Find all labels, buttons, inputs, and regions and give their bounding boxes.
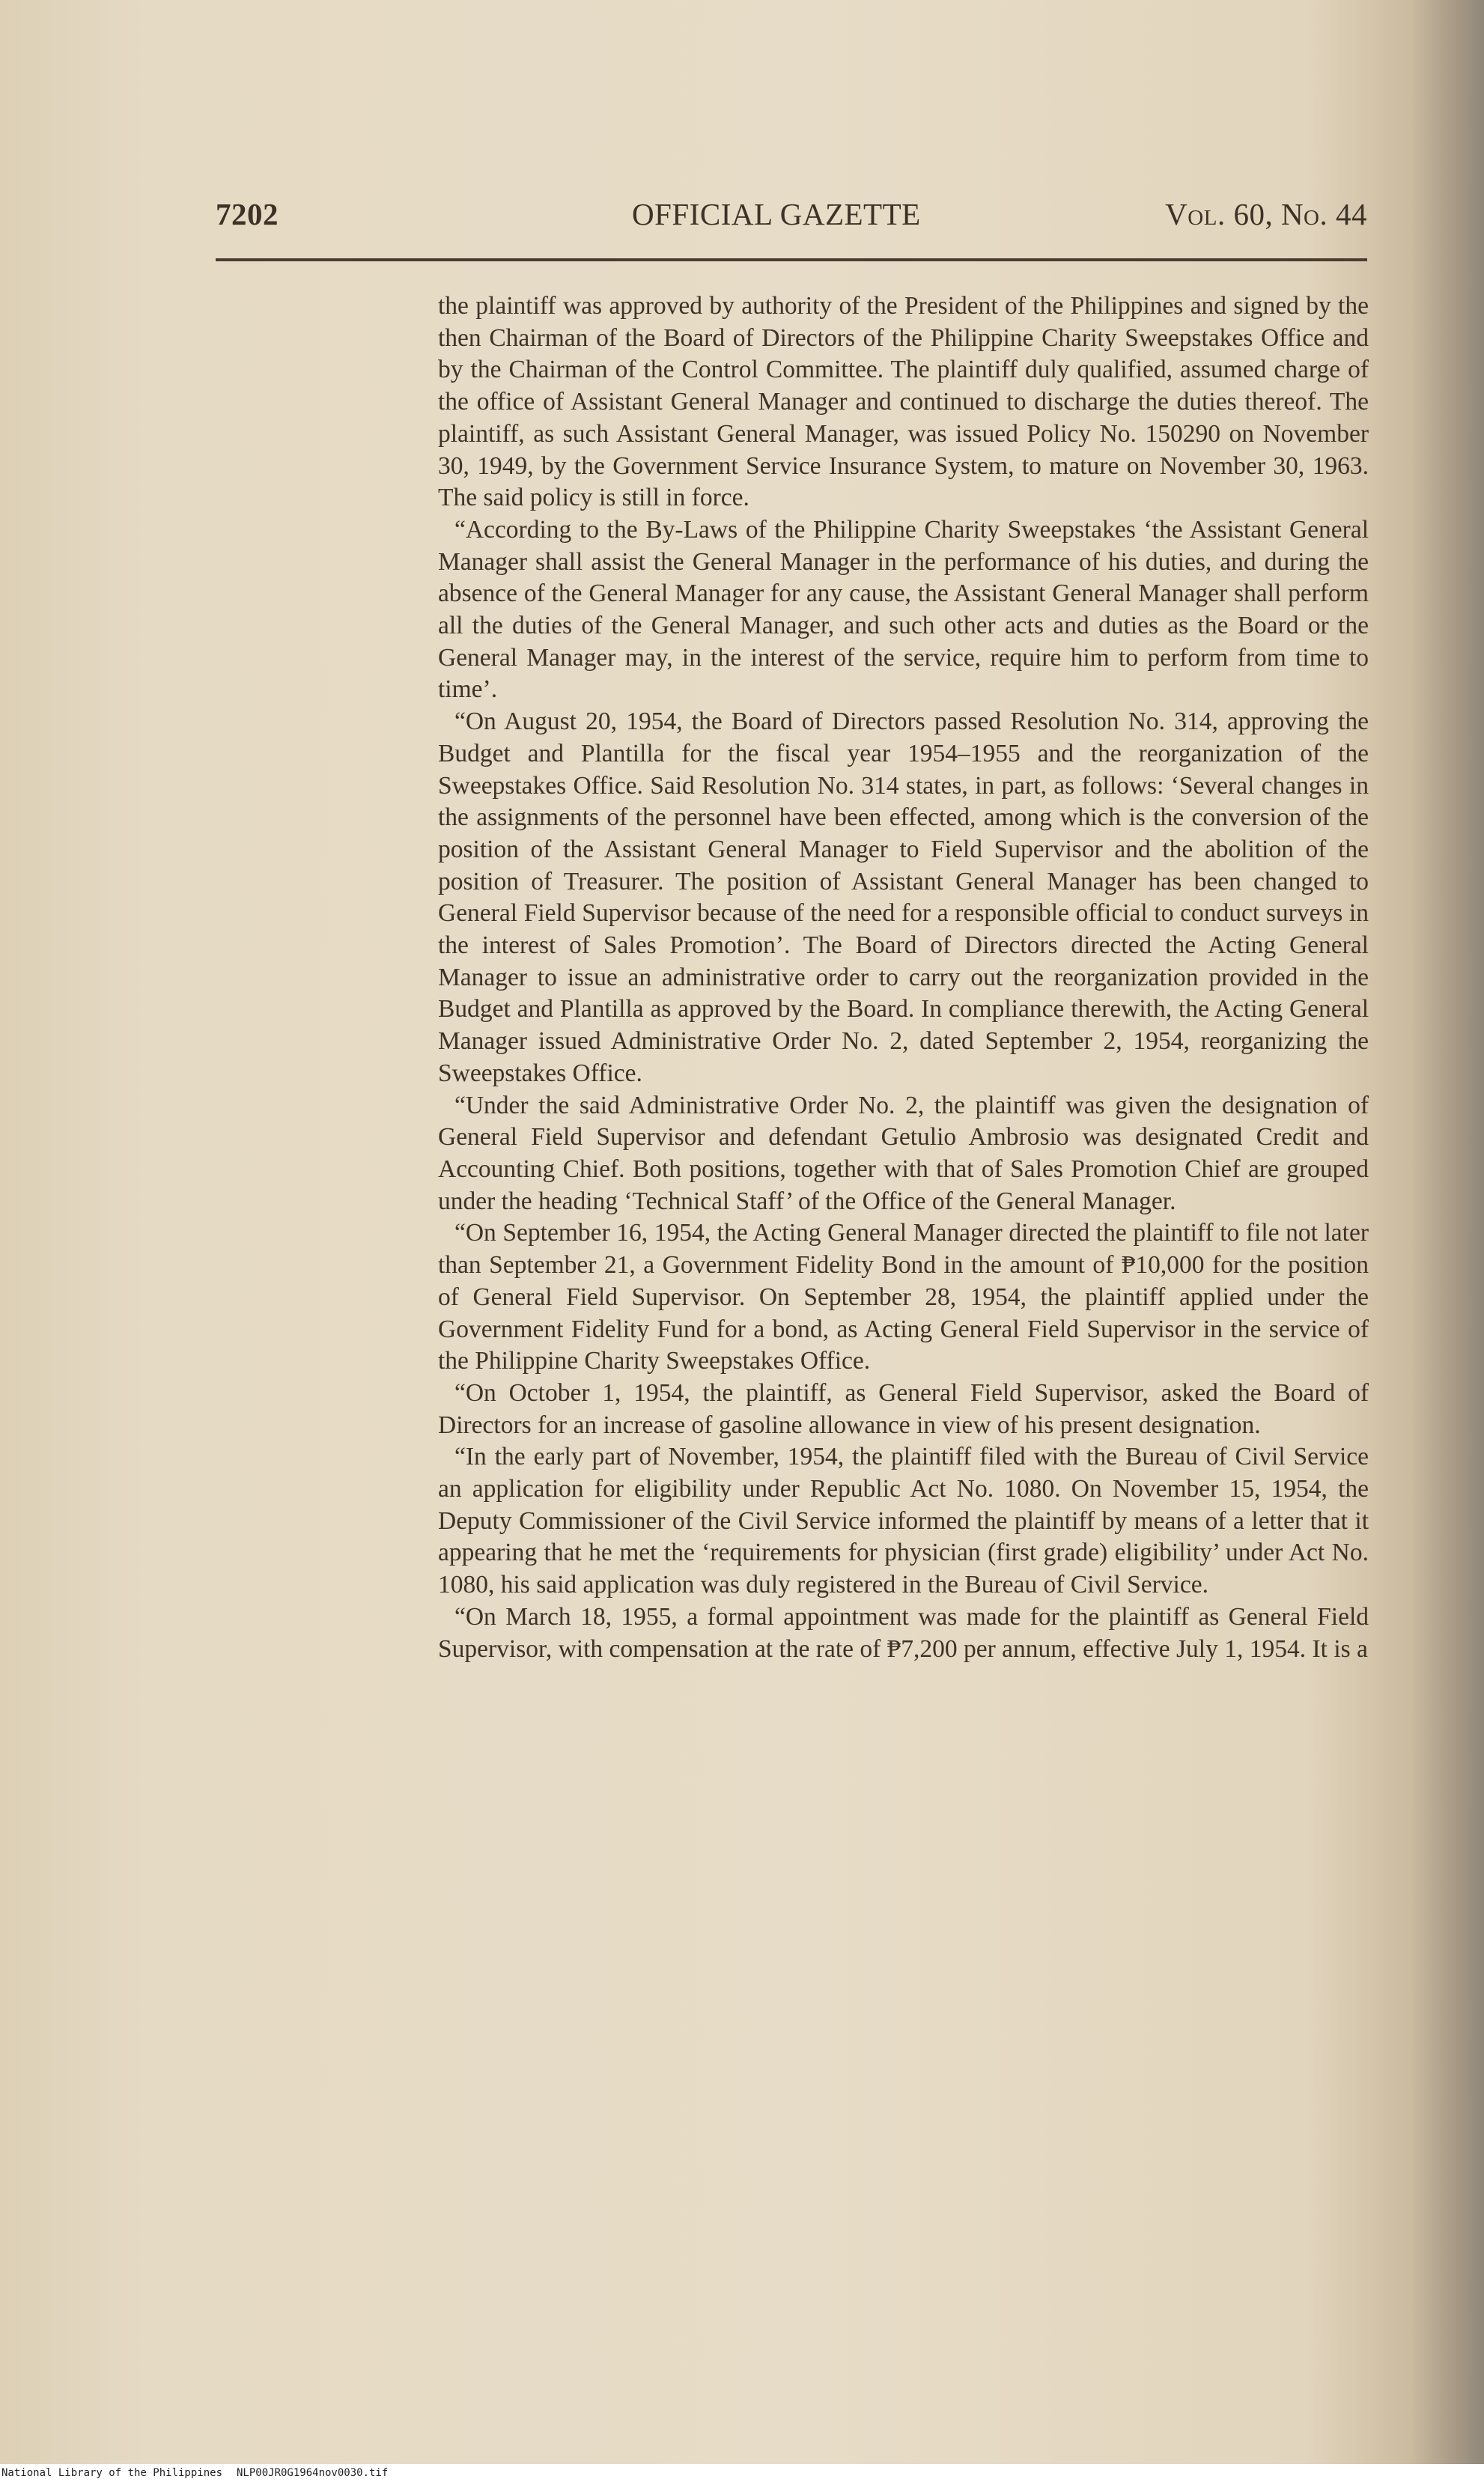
page-number: 7202	[216, 197, 279, 231]
paragraph: “On March 18, 1955, a formal appointment was made for the plaintiff as General Field Supervisor, with compensation at the rate of ₱7,200 per annum, effective July 1, 1954. It is a	[438, 1602, 1369, 1663]
paragraph: “On September 16, 1954, the Acting General Manager directed the plaintiff to file not later than September 21, a Government Fidelity Bond in the amount of ₱10,000 for the position of General Field Supervisor. On September 28, 1954, the plaintiff applied under the Government Fidelity Fund for a bond, as Acting General Field Supervisor in the service of the Philippine Charity Sweepstakes Office.	[438, 1219, 1369, 1375]
paragraph: “In the early part of November, 1954, the plaintiff filed with the Bureau of Civil Service an application for eligibility under Republic Act No. 1080. On November 15, 1954, the Deputy Commissioner of the Civil Service informed the plaintiff by means of a letter that it appearing that he met the ‘requirements for physician (first grade) eligibility’ under Act No. 1080, his said application was duly registered in the Bureau of Civil Service.	[438, 1443, 1369, 1599]
article-body	[438, 291, 1369, 1665]
paragraph: “On August 20, 1954, the Board of Directors passed Resolution No. 314, approving the Budget and Plantilla for the fiscal year 1954–1955 and the reorganization of the Sweepstakes Office. Said Resolution No. 314 states, in part, as follows: ‘Several changes in the assignments of the personnel have been effected, among which is the conversion of the position of the Assistant General Manager to Field Supervisor and the abolition of the position of Treasurer. The position of Assistant General Manager has been changed to General Field Supervisor because of the need for a responsible official to conduct surveys in the interest of Sales Promotion’. The Board of Directors directed the Acting General Manager to issue an administrative order to carry out the reorganization provided in the Budget and Plantilla as approved by the Board. In compliance therewith, the Acting General Manager issued Administrative Order No. 2, dated September 2, 1954, reorganizing the Sweepstakes Office.	[438, 708, 1369, 1087]
scan-filename: NLP00JR0G1964nov0030.tif	[237, 2467, 389, 2479]
paragraph: “On October 1, 1954, the plaintiff, as General Field Supervisor, asked the Board of Directors for an increase of gasoline allowance in view of his present designation.	[438, 1378, 1369, 1439]
paragraph: “According to the By-Laws of the Philippine Charity Sweepstakes ‘the Assistant General Manager shall assist the General Manager in the performance of his duties, and during the absence of the General Manager for any cause, the Assistant General Manager shall perform all the duties of the General Manager, and such other acts and duties as the Board or the General Manager may, in the interest of the service, require him to perform from time to time’.	[438, 515, 1369, 704]
header-rule	[216, 258, 1367, 261]
scan-footer	[0, 2464, 1484, 2482]
paragraph: the plaintiff was approved by authority of the President of the Philippines and signed by the then Chairman of the Board of Directors of the Philippine Charity Sweepstakes Office and by the Chairman of the Control Committee. The plaintiff duly qualified, assumed charge of the office of Assistant General Manager and continued to discharge the duties thereof. The plaintiff, as such Assistant General Manager, was issued Policy No. 150290 on November 30, 1949, by the Government Service Insurance System, to mature on November 30, 1963. The said policy is still in force.	[438, 292, 1369, 512]
volume-issue: Vol. 60, No. 44	[1165, 197, 1367, 231]
publication-title: OFFICIAL GAZETTE	[632, 197, 921, 231]
paragraph: “Under the said Administrative Order No. 2, the plaintiff was given the designation of General Field Supervisor and defendant Getulio Ambrosio was designated Credit and Accounting Chief. Both positions, together with that of Sales Promotion Chief are grouped under the heading ‘Technical Staff’ of the Office of the General Manager.	[438, 1091, 1369, 1215]
page-header	[216, 196, 1367, 241]
library-credit: National Library of the Philippines	[1, 2467, 223, 2479]
